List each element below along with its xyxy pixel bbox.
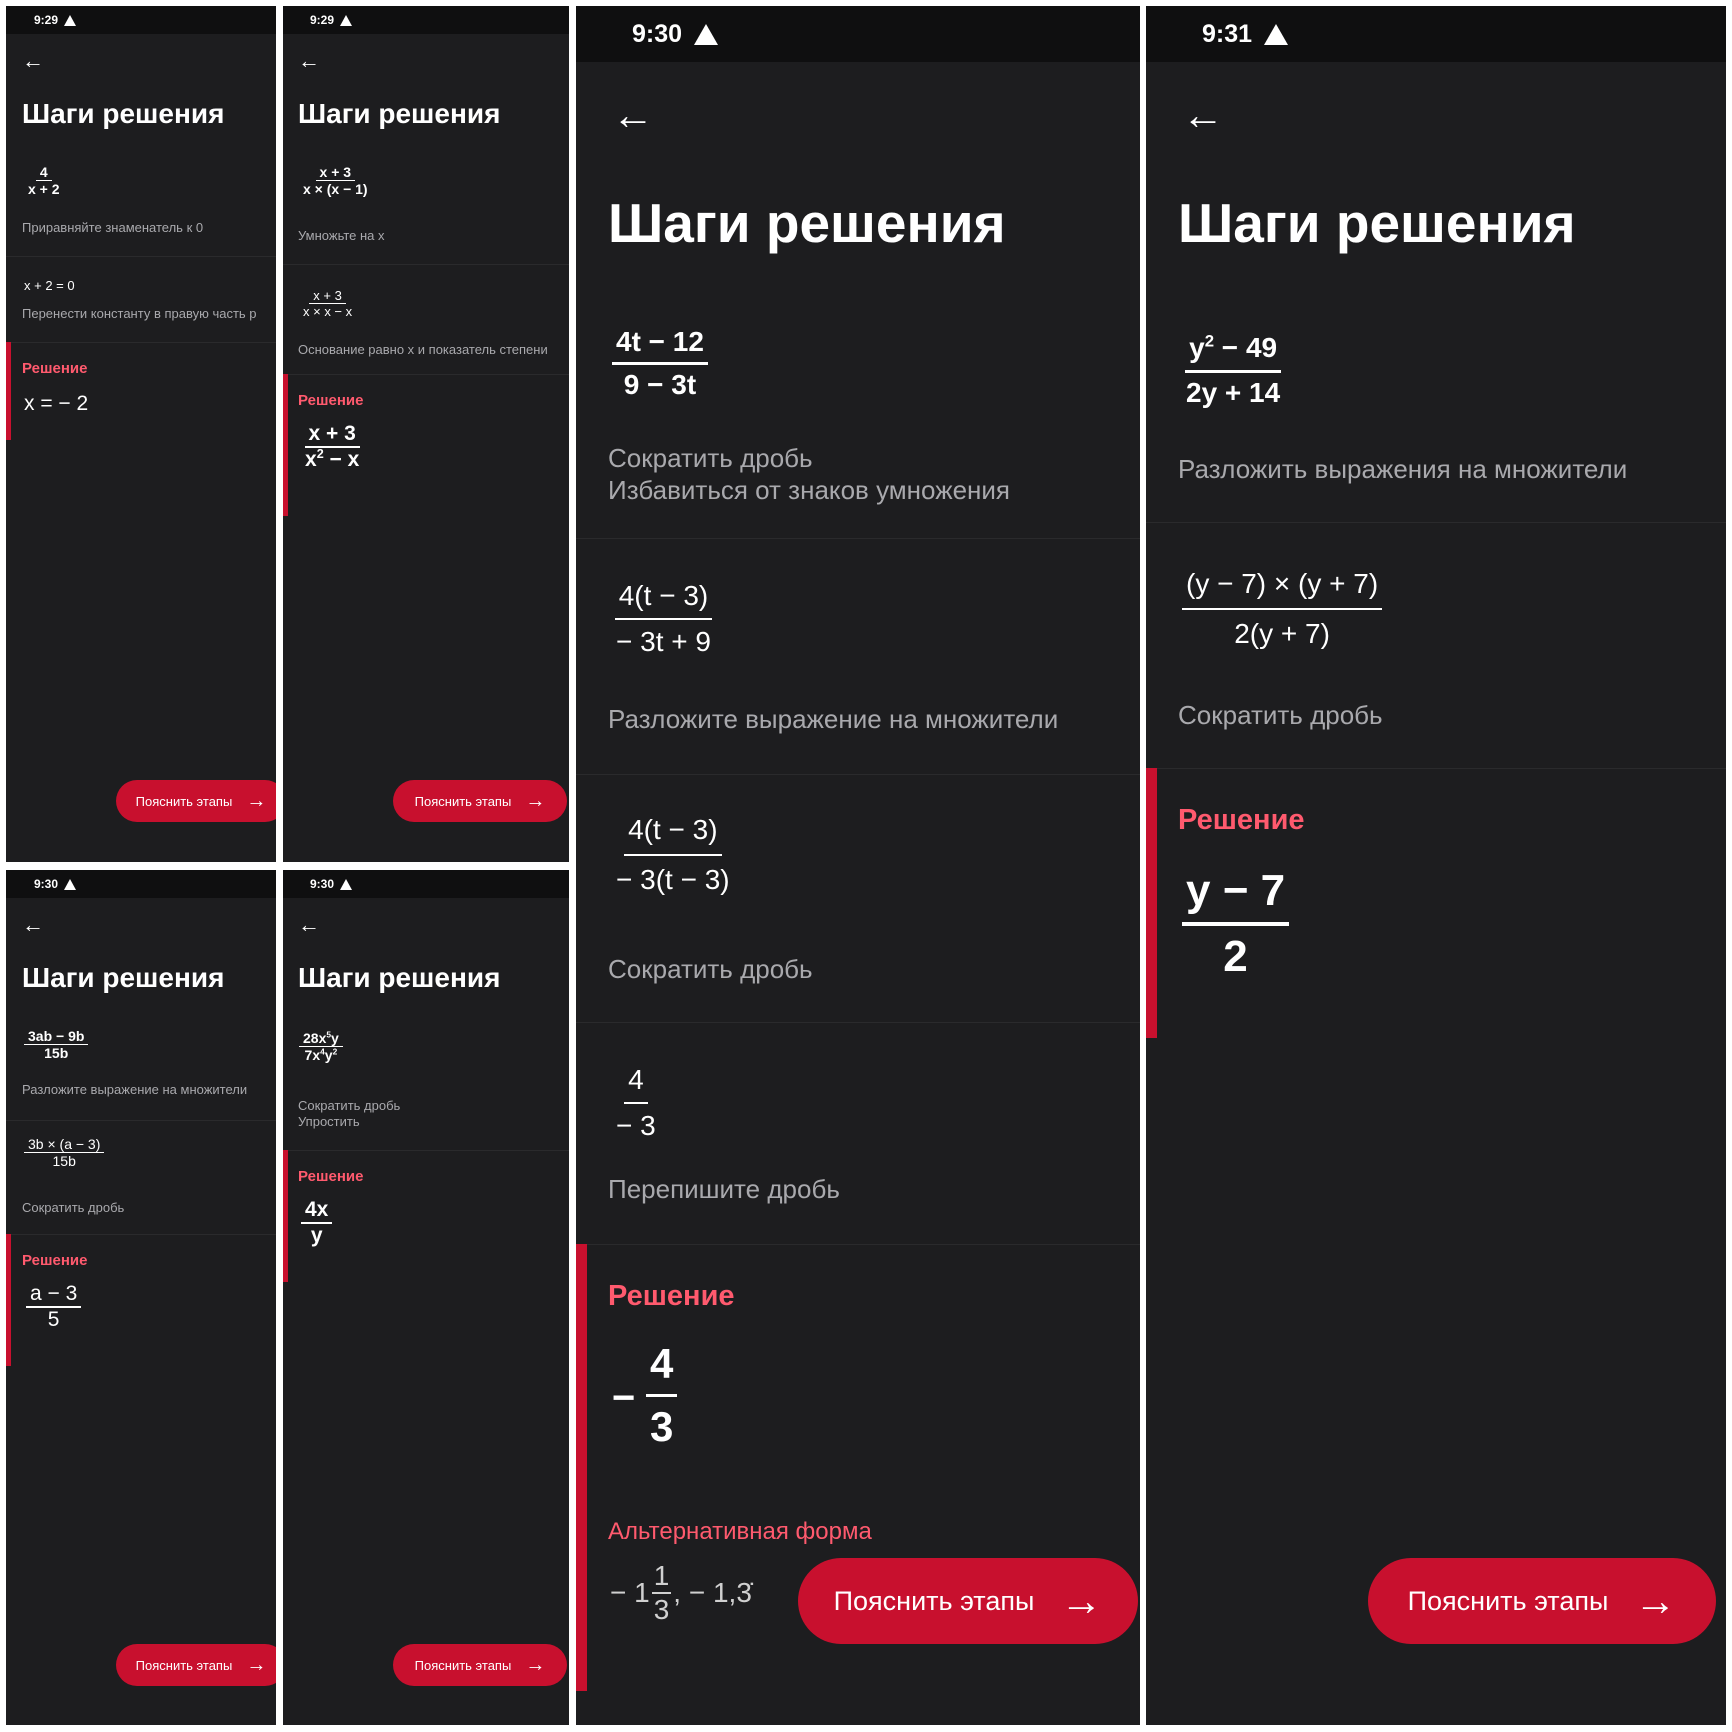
warning-triangle-icon: [340, 15, 352, 26]
denominator: 9 − 3t: [623, 369, 697, 400]
step-description: Разложите выражение на множители: [22, 1082, 248, 1097]
step-fraction: [612, 1064, 660, 1142]
button-label: Пояснить этапы: [1407, 1585, 1609, 1616]
arrow-right-icon: →: [246, 1653, 267, 1676]
denominator: $x^2 - x$: [305, 447, 360, 471]
status-bar: [1146, 6, 1726, 62]
status-bar: [576, 6, 1140, 62]
button-label: Пояснить этапы: [414, 793, 512, 809]
solution-sign: −: [612, 1376, 636, 1420]
step-fraction: [612, 814, 734, 896]
denominator: x + 2: [28, 181, 60, 197]
denominator: 15b: [44, 1045, 69, 1061]
page-title: Шаги решения: [1178, 192, 1576, 254]
step-description: Сократить дробь Избавиться от знаков умножения: [608, 443, 1011, 505]
status-bar: [283, 6, 569, 34]
denominator: 5: [47, 1308, 60, 1331]
numerator: a − 3: [26, 1282, 81, 1308]
step-description: Перенести константу в правую часть р: [22, 306, 257, 321]
explain-steps-button[interactable]: [393, 1644, 567, 1686]
status-bar: [6, 870, 276, 898]
solution-label: Решение: [298, 1168, 364, 1185]
status-time: 9:31: [1202, 19, 1253, 48]
status-time: 9:29: [34, 13, 59, 27]
screen-panel-5: [576, 6, 1140, 1725]
step-4[interactable]: [576, 1022, 1140, 1245]
solution-accent-bar: [6, 1234, 11, 1366]
warning-triangle-icon: [694, 24, 718, 45]
warning-triangle-icon: [1264, 24, 1288, 45]
solution-value: x = − 2: [24, 392, 89, 415]
solution-fraction: [301, 422, 363, 472]
warning-triangle-icon: [340, 879, 352, 890]
step-1[interactable]: [6, 156, 276, 257]
denominator: x × (x − 1): [303, 181, 368, 197]
arrow-right-icon: →: [246, 789, 267, 812]
screen-panel-6: [1146, 6, 1726, 1725]
status-bar: [6, 6, 276, 34]
screen-panel-1: [6, 6, 276, 862]
screen-panel-2: [283, 6, 569, 862]
step-fraction: [299, 1030, 343, 1063]
arrow-right-icon: →: [525, 789, 546, 812]
denominator: − 3(t − 3): [616, 864, 730, 895]
step-1[interactable]: [1146, 306, 1726, 523]
step-fraction: [24, 164, 64, 197]
numerator: 4: [624, 1064, 648, 1104]
step-fraction: [24, 1136, 104, 1169]
step-2[interactable]: [6, 256, 276, 343]
arrow-right-icon: →: [1634, 1577, 1677, 1624]
step-description: Сократить дробь Упростить: [298, 1098, 401, 1129]
solution-accent-bar: [1146, 768, 1157, 1038]
explain-steps-button[interactable]: [798, 1558, 1138, 1644]
step-description: Разложите выражение на множители: [608, 704, 1059, 734]
status-bar: [283, 870, 569, 898]
numerator: 4: [36, 164, 52, 181]
status-time: 9:29: [310, 13, 335, 27]
step-2[interactable]: [283, 264, 569, 375]
step-expression: x + 2 = 0: [24, 278, 75, 293]
alternative-form-value: [610, 1560, 752, 1626]
alt-fraction: 1 3: [653, 1560, 670, 1625]
solution-label: Решение: [298, 392, 364, 409]
step-description: Сократить дробь: [22, 1200, 125, 1215]
page-title: Шаги решения: [22, 98, 225, 129]
step-fraction: [1182, 332, 1284, 409]
arrow-left-icon[interactable]: ←: [1182, 91, 1224, 138]
alt-whole: − 1: [610, 1577, 650, 1608]
step-fraction: [1182, 568, 1382, 650]
step-3[interactable]: [576, 774, 1140, 1023]
denominator: 2(y + 7): [1234, 618, 1330, 649]
arrow-left-icon[interactable]: ←: [612, 91, 654, 138]
step-description: Сократить дробь: [608, 954, 813, 984]
numerator: 3ab − 9b: [24, 1028, 88, 1045]
step-description: Разложить выражения на множители: [1178, 454, 1628, 484]
button-label: Пояснить этапы: [414, 1657, 512, 1673]
step-description: Основание равно x и показатель степени: [298, 342, 548, 357]
solution-label: Решение: [22, 1252, 88, 1269]
numerator: y − 7: [1182, 866, 1289, 926]
numerator: 4x: [301, 1198, 332, 1224]
status-time: 9:30: [34, 877, 59, 891]
solution-label: Решение: [22, 360, 88, 377]
numerator: x + 3: [305, 422, 360, 448]
screen-panel-3: [6, 870, 276, 1725]
step-1[interactable]: [6, 1020, 276, 1121]
numerator: 3b × (a − 3): [24, 1136, 104, 1153]
step-fraction: [299, 164, 372, 197]
step-2[interactable]: [6, 1120, 276, 1235]
step-fraction: [24, 1028, 88, 1061]
denominator: 2: [1223, 932, 1248, 981]
button-label: Пояснить этапы: [833, 1585, 1035, 1616]
button-label: Пояснить этапы: [135, 1657, 233, 1673]
explain-steps-button[interactable]: [116, 1644, 276, 1686]
numerator: (y − 7) × (y + 7): [1182, 568, 1382, 610]
alt-rest: , − 1,3̇: [673, 1577, 752, 1608]
denominator: 3: [650, 1403, 674, 1450]
button-label: Пояснить этапы: [135, 793, 233, 809]
step-1[interactable]: [283, 156, 569, 265]
step-1[interactable]: [283, 1020, 569, 1151]
step-1[interactable]: [576, 306, 1140, 539]
solution-accent-bar: [283, 1150, 288, 1282]
denominator: x × x − x: [303, 304, 353, 319]
denominator: $7x^4y^2$: [304, 1046, 338, 1063]
step-description: Перепишите дробь: [608, 1174, 840, 1204]
warning-triangle-icon: [64, 879, 76, 890]
denominator: 2y + 14: [1186, 377, 1281, 408]
numerator: 4(t − 3): [624, 814, 721, 856]
solution-fraction: [26, 1282, 81, 1332]
warning-triangle-icon: [64, 15, 76, 26]
solution-fraction: [646, 1340, 677, 1451]
arrow-left-icon[interactable]: ←: [298, 48, 320, 73]
step-2[interactable]: [1146, 522, 1726, 769]
arrow-right-icon: →: [525, 1653, 546, 1676]
numerator: x + 3: [309, 288, 346, 304]
status-time: 9:30: [632, 19, 683, 48]
solution-fraction: [301, 1198, 332, 1248]
numerator: 4(t − 3): [615, 580, 712, 620]
numerator: $28x^5y$: [299, 1030, 343, 1047]
solution-accent-bar: [283, 374, 288, 516]
page-title: Шаги решения: [298, 962, 501, 993]
step-fraction: [612, 326, 708, 401]
solution-label: Решение: [608, 1280, 735, 1312]
explain-steps-button[interactable]: [116, 780, 276, 822]
step-description: Приравняйте знаменатель к 0: [22, 220, 204, 235]
numerator: 4: [646, 1340, 677, 1397]
arrow-left-icon[interactable]: ←: [22, 912, 44, 937]
page-title: Шаги решения: [22, 962, 225, 993]
denominator: 15b: [52, 1153, 76, 1169]
solution-fraction: [1182, 866, 1289, 982]
step-fraction: [612, 580, 715, 658]
step-description: Сократить дробь: [1178, 700, 1383, 730]
solution-accent-bar: [6, 342, 11, 440]
denominator: − 3: [616, 1110, 656, 1141]
explain-steps-button[interactable]: [1368, 1558, 1716, 1644]
arrow-right-icon: →: [1060, 1577, 1103, 1624]
arrow-left-icon[interactable]: ←: [22, 48, 44, 73]
numerator: 4t − 12: [612, 326, 708, 365]
page-title: Шаги решения: [298, 98, 501, 129]
step-fraction: [299, 288, 356, 319]
denominator: − 3t + 9: [616, 626, 711, 657]
denominator: y: [310, 1224, 323, 1247]
solution-accent-bar: [576, 1244, 587, 1691]
explain-steps-button[interactable]: [393, 780, 567, 822]
step-description: Умножьте на x: [298, 228, 385, 243]
alternative-form-label: Альтернативная форма: [608, 1518, 872, 1545]
solution-label: Решение: [1178, 804, 1305, 836]
page-title: Шаги решения: [608, 192, 1006, 254]
status-time: 9:30: [310, 877, 335, 891]
arrow-left-icon[interactable]: ←: [298, 912, 320, 937]
numerator: $y^2 - 49$: [1185, 332, 1281, 373]
screen-panel-4: [283, 870, 569, 1725]
step-2[interactable]: [576, 538, 1140, 775]
numerator: x + 3: [316, 164, 356, 181]
